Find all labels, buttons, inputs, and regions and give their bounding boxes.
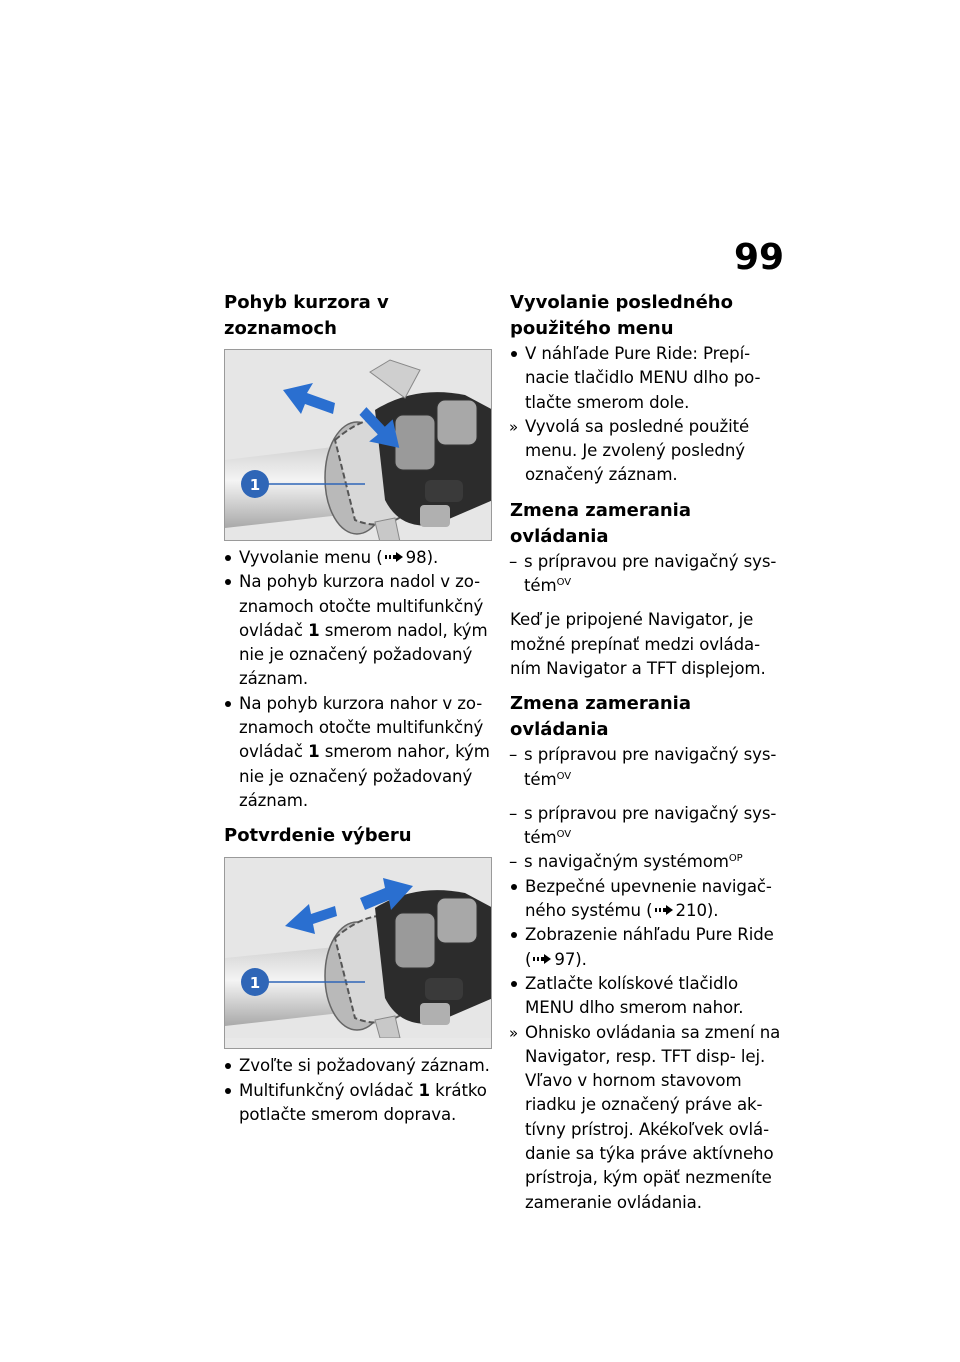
condition-nav-prep-3: – s prípravou pre navigačný sys- tém$^{OV}$ [510,802,782,851]
bullet-call-menu: Vyvolanie menu ( 98). [224,546,496,570]
handlebar-illustration [225,350,492,541]
heading-focus-change-2: Zmena zamerania ovládania [510,693,691,741]
right-column [510,290,782,1215]
heading-last-menu: Vyvolanie posledného použitého menu [510,292,733,339]
condition-nav-system: – s navigačným systémom$^{OP}$ [510,850,782,874]
figure-handlebar-push [224,857,492,1049]
page-ref-arrow-icon [385,551,404,563]
bullet-push-right: Multifunkčný ovládač 1 krátko potlačte smerom doprava. [224,1079,496,1128]
condition-nav-prep-1: – s prípravou pre navigačný sys- tém$^{OV}$ [510,550,782,599]
condition-nav-prep-2: – s prípravou pre navigačný sys- tém$^{OV}$ [510,743,782,792]
bullet-cursor-down: Na pohyb kurzora nadol v zo- znamoch otočte multifunkčný ovládač 1 smerom nadol, kým nie je označený požadovaný záznam. [224,570,496,691]
figure-handlebar-rotate [224,349,492,541]
left-column [224,290,496,1127]
callout-1-fig2: 1 [249,974,261,993]
bullet-press-menu: V náhľade Pure Ride: Prepí- nacie tlačidlo MENU dlho po- tlačte smerom dole. [510,342,782,415]
result-focus-changed: » Ohnisko ovládania sa zmení na Navigator, resp. TFT disp- lej. Vľavo v hornom stavovom riadku je označený práve ak- tívny prístroj. Akékoľvek ovlá- danie sa týka práve aktívneho prístroja, kým opäť nezmeníte zameranie ovládania. [510,1021,782,1215]
result-last-menu: » Vyvolá sa posledné použité menu. Je zvolený posledný označený záznam. [510,415,782,488]
heading-cursor-movement: Pohyb kurzora v zoznamoch [224,292,389,339]
callout-1: 1 [249,476,261,494]
bullet-press-menu-up: Zatlačte kolískové tlačidlo MENU dlho smerom nahor. [510,972,782,1021]
page-number: 99 [734,237,785,278]
bullet-pure-ride-view: Zobrazenie náhľadu Pure Ride ( 97). [510,923,782,972]
page-ref-arrow-icon [533,953,552,965]
heading-confirm-selection: Potvrdenie výberu [224,825,412,847]
bullet-mount-nav: Bezpečné upevnenie navigač- ného systému ( 210). [510,875,782,924]
handlebar-illustration-2 [225,858,492,1038]
bullet-select-entry: Zvoľte si požadovaný záznam. [224,1054,496,1078]
bullet-cursor-up: Na pohyb kurzora nahor v zo- znamoch otočte multifunkčný ovládač 1 smerom nahor, kým nie je označený požadovaný záznam. [224,692,496,813]
page-ref-arrow-icon [655,904,674,916]
para-navigator-switch: Keď je pripojené Navigator, je možné prepínať medzi ovláda- ním Navigator a TFT displejom. [510,610,766,678]
heading-focus-change: Zmena zamerania ovládania [510,499,691,547]
